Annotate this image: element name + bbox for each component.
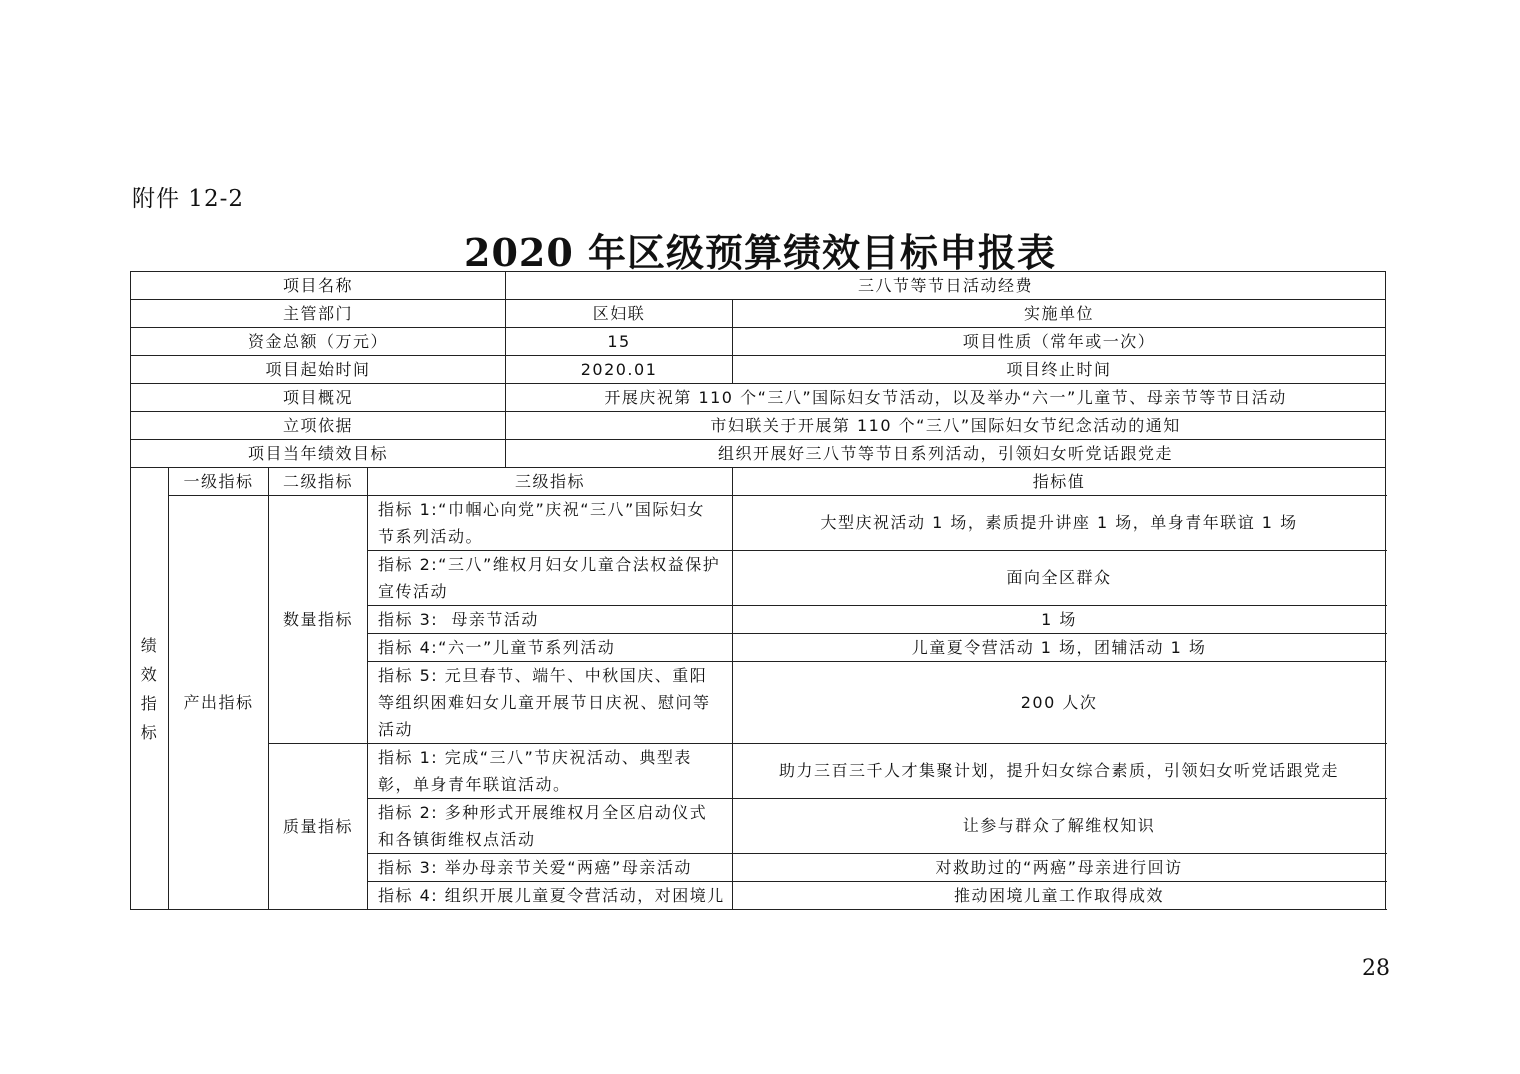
fund-label: 资金总额（万元） — [131, 328, 506, 356]
header-level3: 三级指标 — [368, 468, 733, 496]
performance-indicators-char: 指 — [140, 693, 159, 713]
row-project-name — [131, 272, 1386, 300]
quantity-value-2: 面向全区群众 — [733, 551, 1386, 606]
quantity-value-3: 1 场 — [733, 606, 1386, 634]
header-level2: 二级指标 — [269, 468, 368, 496]
dept-label: 主管部门 — [131, 300, 506, 328]
overview-label: 项目概况 — [131, 384, 506, 412]
quantity-value-1: 大型庆祝活动 1 场，素质提升讲座 1 场，单身青年联谊 1 场 — [733, 496, 1386, 551]
basis-label: 立项依据 — [131, 412, 506, 440]
start-label: 项目起始时间 — [131, 356, 506, 384]
start-value: 2020.01 — [506, 356, 733, 384]
quality-value-4: 推动困境儿童工作取得成效 — [733, 882, 1386, 910]
quantity-indicator-4: 指标 4:“六一”儿童节系列活动 — [368, 634, 733, 662]
attachment-label: 附件 12-2 — [132, 186, 244, 212]
performance-indicators-label — [131, 468, 169, 910]
goal-value: 组织开展好三八节等节日系列活动，引领妇女听党话跟党走 — [506, 440, 1386, 468]
project-name-label: 项目名称 — [131, 272, 506, 300]
row-fund — [131, 328, 1386, 356]
quality-indicator-2: 指标 2: 多种形式开展维权月全区启动仪式和各镇街维权点活动 — [368, 799, 733, 854]
goal-label: 项目当年绩效目标 — [131, 440, 506, 468]
page-number: 28 — [1362, 956, 1390, 981]
quality-value-2: 让参与群众了解维权知识 — [733, 799, 1386, 854]
row-basis — [131, 412, 1386, 440]
header-value: 指标值 — [733, 468, 1386, 496]
performance-indicators-char: 标 — [140, 722, 159, 742]
overview-value: 开展庆祝第 110 个“三八”国际妇女节活动，以及举办“六一”儿童节、母亲节等节日活动 — [506, 384, 1386, 412]
quality-value-1: 助力三百三千人才集聚计划，提升妇女综合素质，引领妇女听党话跟党走 — [733, 744, 1386, 799]
quantity-value-4: 儿童夏令营活动 1 场，团辅活动 1 场 — [733, 634, 1386, 662]
level2-quality: 质量指标 — [269, 744, 368, 910]
end-label: 项目终止时间 — [733, 356, 1386, 384]
quantity-value-5: 200 人次 — [733, 662, 1386, 744]
quantity-indicator-3: 指标 3: 母亲节活动 — [368, 606, 733, 634]
row-department — [131, 300, 1386, 328]
fund-value: 15 — [506, 328, 733, 356]
table-row — [131, 744, 1386, 799]
performance-indicators-char: 效 — [140, 664, 159, 684]
indicator-header-row — [131, 468, 1386, 496]
row-overview — [131, 384, 1386, 412]
page-title: 2020 年区级预算绩效目标申报表 — [464, 230, 1056, 275]
row-dates — [131, 356, 1386, 384]
quality-value-3: 对救助过的“两癌”母亲进行回访 — [733, 854, 1386, 882]
dept-value: 区妇联 — [506, 300, 733, 328]
quality-indicator-3: 指标 3: 举办母亲节关爱“两癌”母亲活动 — [368, 854, 733, 882]
quantity-indicator-2: 指标 2:“三八”维权月妇女儿童合法权益保护宣传活动 — [368, 551, 733, 606]
basis-value: 市妇联关于开展第 110 个“三八”国际妇女节纪念活动的通知 — [506, 412, 1386, 440]
quality-indicator-1: 指标 1: 完成“三八”节庆祝活动、典型表彰，单身青年联谊活动。 — [368, 744, 733, 799]
table-row — [131, 496, 1386, 551]
quantity-indicator-1: 指标 1:“巾帼心向党”庆祝“三八”国际妇女节系列活动。 — [368, 496, 733, 551]
quality-indicator-4: 指标 4: 组织开展儿童夏令营活动，对困境儿 — [368, 882, 733, 910]
nature-label: 项目性质（常年或一次） — [733, 328, 1386, 356]
level1-output: 产出指标 — [169, 496, 269, 910]
header-level1: 一级指标 — [169, 468, 269, 496]
project-name-value: 三八节等节日活动经费 — [506, 272, 1386, 300]
quantity-indicator-5: 指标 5: 元旦春节、端午、中秋国庆、重阳等组织困难妇女儿童开展节日庆祝、慰问等活动 — [368, 662, 733, 744]
level2-quantity: 数量指标 — [269, 496, 368, 744]
row-goal — [131, 440, 1386, 468]
performance-indicators-text — [131, 631, 168, 747]
budget-performance-table — [130, 271, 1386, 910]
performance-indicators-char: 绩 — [140, 635, 159, 655]
impl-label: 实施单位 — [733, 300, 1386, 328]
